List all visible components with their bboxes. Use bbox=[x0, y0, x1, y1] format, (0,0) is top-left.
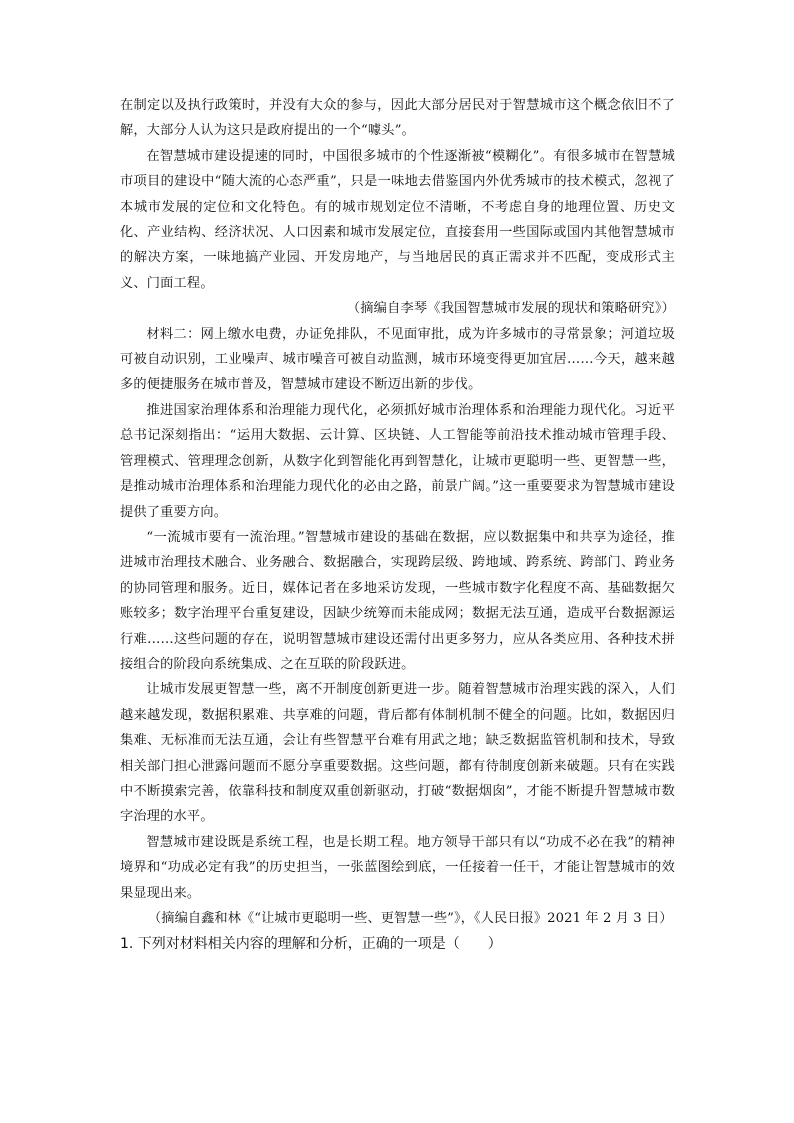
paragraph: 材料二：网上缴水电费，办证免排队，不见面审批，成为许多城市的寻常景象；河道垃圾可被自动识别，工业噪声、城市噪音可被自动监测，城市环境变得更加宜居……今天，越来越多的便捷服务在城市普及，智慧城市建设不断迈出新的步伐。 bbox=[120, 326, 675, 393]
question-stem: 1. 下列对材料相关内容的理解和分析，正确的一项是（ ） bbox=[120, 936, 502, 953]
paragraph: 智慧城市建设既是系统工程，也是长期工程。地方领导干部只有以“功成不必在我”的精神境界和“功成必定有我”的历史担当，一张蓝图绘到底，一任接着一任干，才能让智慧城市的效果显现出来。 bbox=[120, 834, 675, 901]
paragraph: 在智慧城市建设提速的同时，中国很多城市的个性逐渐被“模糊化”。有很多城市在智慧城市项目的建设中“随大流的心态严重”，只是一味地去借鉴国内外优秀城市的技术模式，忽视了本城市发展的定位和文化特色。有的城市规划定位不清晰，不考虑自身的地理位置、历史文化、产业结构、经济状况、人口因素和城市发展定位，直接套用一些国际或国内其他智慧城市的解决方案，一味地搞产业园、开发房地产，与当地居民的真正需求并不匹配，变成形式主义、门面工程。 bbox=[120, 148, 675, 291]
source-citation: （摘编自鑫和林《“让城市更聪明一些、更智慧一些”》，《人民日报》2021 年 2 月 3 日） bbox=[148, 911, 673, 926]
paragraph: 让城市发展更智慧一些，离不开制度创新更进一步。随着智慧城市治理实践的深入，人们越来越发现，数据积累难、共享难的问题，背后都有体制机制不健全的问题。比如，数据因归集难、无标准而无法互通，会让有些智慧平台难有用武之地；缺乏数据监管机制和技术，导致相关部门担心泄露问题而不愿分享重要数据。这些问题，都有待制度创新来破题。只有在实践中不断摸索完善，依靠科技和制度双重创新驱动，打破“数据烟囱”，才能不断提升智慧城市数字治理的水平。 bbox=[120, 682, 675, 825]
source-citation: （摘编自李琴《我国智慧城市发展的现状和策略研究》） bbox=[346, 301, 675, 317]
article-body bbox=[120, 93, 675, 957]
paragraph: “一流城市要有一流治理。”智慧城市建设的基础在数据，应以数据集中和共享为途径，推进城市治理技术融合、业务融合、数据融合，实现跨层级、跨地域、跨系统、跨部门、跨业务的协同管理和服务。近日，媒体记者在多地采访发现，一些城市数字化程度不高、基础数据欠账较多；数字治理平台重复建设，因缺少统筹而未能成网；数据无法互通，造成平台数据源运行难……这些问题的存在，说明智慧城市建设还需付出更多努力，应从各类应用、各种技术拼接组合的阶段向系统集成、之在互联的阶段跃进。 bbox=[120, 529, 675, 672]
paragraph: 推进国家治理体系和治理能力现代化，必须抓好城市治理体系和治理能力现代化。习近平总书记深刻指出：“运用大数据、云计算、区块链、人工智能等前沿技术推动城市管理手段、管理模式、管理理念创新，从数字化到智能化再到智慧化，让城市更聪明一些、更智慧一些，是推动城市治理体系和治理能力现代化的必由之路，前景广阔。”这一重要要求为智慧城市建设提供了重要方向。 bbox=[120, 402, 675, 520]
paragraph: 在制定以及执行政策时，并没有大众的参与，因此大部分居民对于智慧城市这个概念依旧不了解，大部分人认为这只是政府提出的一个“噱头”。 bbox=[120, 98, 675, 139]
